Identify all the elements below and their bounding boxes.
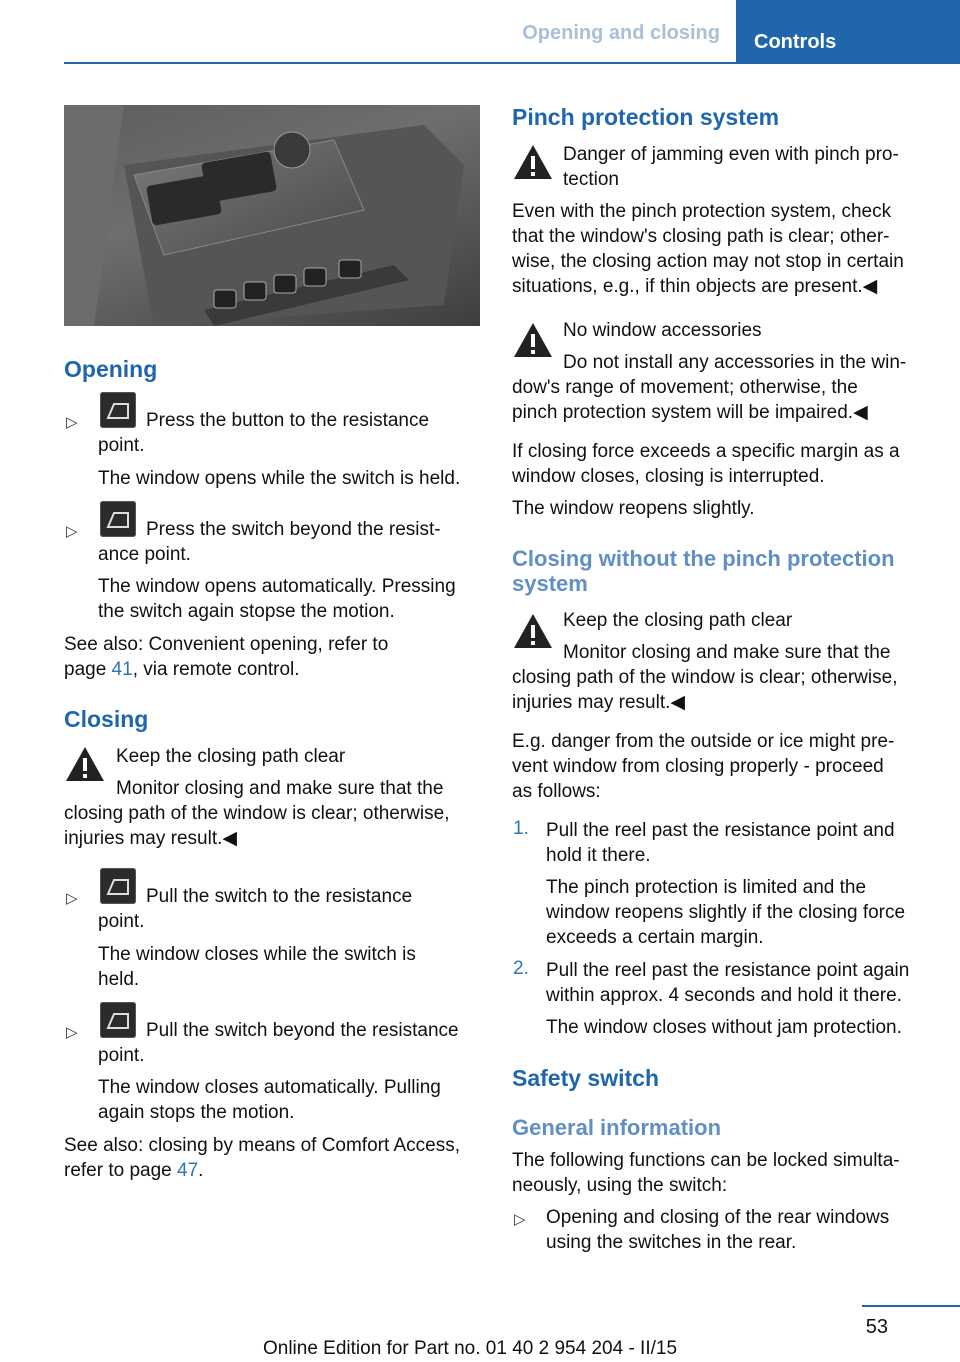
step-1-detail: The pinch protection is limited and the — [546, 877, 867, 898]
warning-icon — [512, 612, 554, 650]
opening-item-2-detail-cont: the switch again stopse the motion. — [98, 601, 395, 622]
warning-2-text: dow's range of movement; otherwise, the — [512, 377, 858, 398]
see-also-1: See also: Convenient opening, refer to — [64, 634, 389, 655]
closing-heading: Closing — [64, 706, 149, 732]
warning-1-text: situations, e.g., if thin objects are present.◀ — [512, 276, 878, 297]
opening-item-2-detail: The window opens automatically. Pressing — [98, 576, 456, 597]
see-also-2: See also: closing by means of Comfort Access, — [64, 1135, 461, 1156]
closing-item-1-detail: The window closes while the switch is — [98, 944, 416, 965]
opening-item-1-text: Press the button to the resistance — [146, 410, 430, 431]
see-also-2-cont: refer to page 47. — [64, 1160, 204, 1181]
paragraph: If closing force exceeds a specific margin as a — [512, 441, 900, 462]
header-chapter-tab: Controls — [736, 0, 960, 62]
step-1-text: Pull the reel past the resistance point and — [546, 820, 895, 841]
bullet-marker: ▷ — [66, 414, 78, 431]
paragraph: as follows: — [512, 781, 601, 802]
door-switch-panel-photo — [64, 105, 480, 326]
paragraph: The following functions can be locked simulta‐ — [512, 1150, 900, 1171]
paragraph: E.g. danger from the outside or ice might pre‐ — [512, 731, 895, 752]
warning-1-text: that the window's closing path is clear; other‐ — [512, 226, 890, 247]
window-switch-icon — [100, 868, 136, 904]
general-information-heading: General information — [512, 1115, 722, 1140]
warning-1-title: Danger of jamming even with pinch pro‐ — [563, 144, 899, 165]
opening-item-2-text: Press the switch beyond the resist‐ — [146, 519, 441, 540]
page-link-47[interactable]: 47 — [177, 1160, 199, 1181]
step-number: 1. — [513, 818, 529, 839]
warning-icon — [512, 321, 554, 359]
closing-warning-text: closing path of the window is clear; otherwise, — [64, 803, 450, 824]
step-1-detail: window reopens slightly if the closing force — [546, 902, 906, 923]
closing-item-2-text: Pull the switch beyond the resistance — [146, 1020, 459, 1041]
opening-item-2-text-cont: ance point. — [98, 544, 191, 565]
window-switch-icon — [100, 392, 136, 428]
closing-without-pinch-heading-cont: system — [512, 571, 588, 596]
paragraph: vent window from closing properly - proceed — [512, 756, 884, 777]
warning-2-title: No window accessories — [563, 320, 762, 341]
step-number: 2. — [513, 958, 529, 979]
warning-1-text: Even with the pinch protection system, check — [512, 201, 892, 222]
edition-footer: Online Edition for Part no. 01 40 2 954 204 - II/15 — [262, 1338, 678, 1359]
warning-2-text: Do not install any accessories in the win‐ — [563, 352, 907, 373]
step-2-detail: The window closes without jam protection. — [546, 1017, 902, 1038]
see-also-1-cont: page 41, via remote control. — [64, 659, 300, 680]
closing-item-1-text: Pull the switch to the resistance — [146, 886, 413, 907]
closing-item-1-text-cont: point. — [98, 911, 145, 932]
opening-item-1-detail: The window opens while the switch is held. — [98, 468, 461, 489]
safety-switch-heading: Safety switch — [512, 1065, 659, 1091]
closing-item-2-detail-cont: again stops the motion. — [98, 1102, 295, 1123]
pinch-protection-heading: Pinch protection system — [512, 104, 780, 130]
window-switch-icon — [100, 501, 136, 537]
footer-rule — [862, 1305, 960, 1307]
warning-icon — [64, 745, 106, 783]
warning-icon — [512, 143, 554, 181]
opening-item-1-text-cont: point. — [98, 435, 145, 456]
page-header — [0, 0, 960, 64]
closing-item-2-text-cont: point. — [98, 1045, 145, 1066]
closing-without-pinch-heading: Closing without the pinch protection — [512, 546, 895, 571]
warning-1-text: wise, the closing action may not stop in certain — [512, 251, 904, 272]
paragraph: neously, using the switch: — [512, 1175, 728, 1196]
step-2-text: within approx. 4 seconds and hold it there. — [546, 985, 902, 1006]
page-link-41[interactable]: 41 — [111, 659, 133, 680]
paragraph: The window reopens slightly. — [512, 498, 755, 519]
warning-3-title: Keep the closing path clear — [563, 610, 793, 631]
bullet-marker: ▷ — [66, 890, 78, 907]
step-2-text: Pull the reel past the resistance point again — [546, 960, 910, 981]
step-1-detail: exceeds a certain margin. — [546, 927, 764, 948]
closing-warning-text: injuries may result.◀ — [64, 828, 237, 849]
warning-3-text: closing path of the window is clear; otherwise, — [512, 667, 898, 688]
warning-1-title-cont: tection — [563, 169, 619, 190]
page-number: 53 — [865, 1316, 888, 1338]
closing-item-1-detail-cont: held. — [98, 969, 140, 990]
paragraph: window closes, closing is interrupted. — [512, 466, 825, 487]
warning-2-text: pinch protection system will be impaired.◀ — [512, 402, 868, 423]
warning-3-text: injuries may result.◀ — [512, 692, 685, 713]
bullet-text: Opening and closing of the rear windows — [546, 1207, 890, 1228]
header-section-title: Opening and closing — [522, 22, 720, 44]
step-1-text: hold it there. — [546, 845, 651, 866]
bullet-marker: ▷ — [514, 1211, 526, 1228]
closing-warning-title: Keep the closing path clear — [116, 746, 346, 767]
opening-heading: Opening — [64, 356, 158, 382]
closing-warning-text: Monitor closing and make sure that the — [116, 778, 444, 799]
window-switch-icon — [100, 1002, 136, 1038]
bullet-marker: ▷ — [66, 1024, 78, 1041]
closing-item-2-detail: The window closes automatically. Pulling — [98, 1077, 441, 1098]
header-rule — [64, 62, 960, 64]
bullet-text: using the switches in the rear. — [546, 1232, 797, 1253]
bullet-marker: ▷ — [66, 523, 78, 540]
warning-3-text: Monitor closing and make sure that the — [563, 642, 891, 663]
